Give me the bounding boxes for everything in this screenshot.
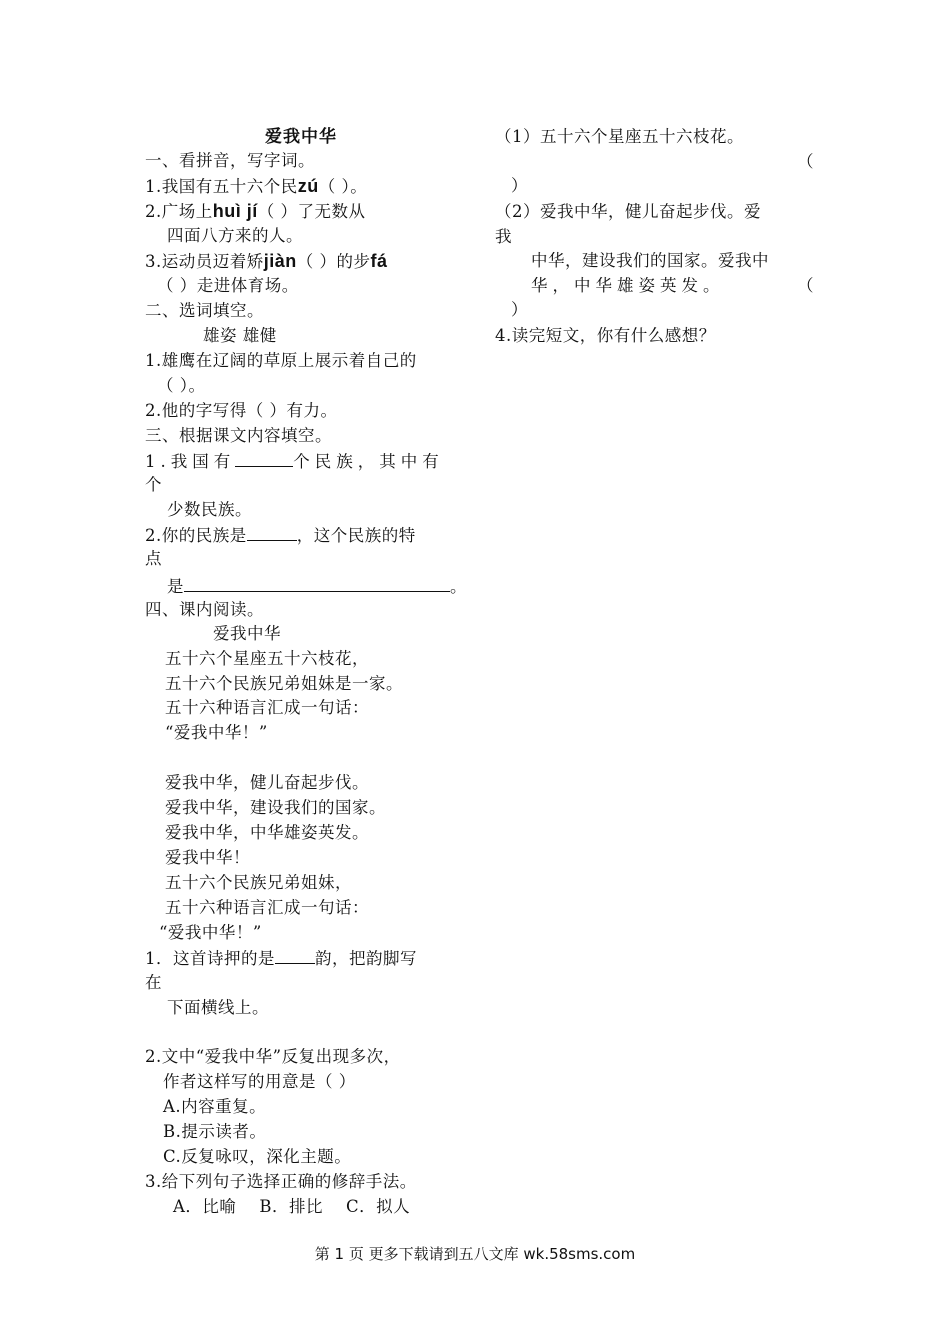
option-b: B.提示读者。	[163, 1122, 267, 1141]
answer-blank	[235, 450, 293, 467]
section-1-heading: 一、看拼音，写字词。	[145, 151, 315, 170]
choice-sentence-2-cont: 中华，建设我们的国家。爱我中	[531, 251, 769, 270]
poem-line: 爱我中华！	[165, 848, 250, 867]
reading-q1: 1．这首诗押的是 韵，把韵脚写	[145, 949, 417, 968]
question-1-2-cont: 四面八方来的人。	[167, 226, 303, 245]
poem-line: 五十六个民族兄弟姐妹，	[165, 873, 352, 892]
reading-q1-cont: 下面横线上。	[167, 998, 269, 1017]
question-1-3: 3.运动员迈着矫jiàn（ ）的步fá	[145, 251, 388, 271]
reading-q2: 2.文中“爱我中华”反复出现多次，	[145, 1047, 401, 1066]
choice-sentence-2-wrap: 我	[495, 227, 512, 246]
poem-title: 爱我中华	[213, 624, 281, 643]
answer-paren-close: ）	[511, 300, 528, 319]
answer-paren-open: （	[797, 276, 814, 295]
word-choices: 雄姿 雄健	[203, 326, 277, 345]
poem-line: 五十六种语言汇成一句话：	[165, 898, 369, 917]
question-1-3-cont: （ ）走进体育场。	[157, 276, 299, 295]
question-2-2: 2.他的字写得（ ）有力。	[145, 401, 338, 420]
poem-line: 爱我中华，中华雄姿英发。	[165, 823, 369, 842]
question-3-2-cont: 是 。	[167, 577, 467, 596]
question-2-1-cont: （ ）。	[157, 376, 206, 395]
choice-sentence-2-cont2: 华，中华雄姿英发。	[531, 276, 725, 295]
question-2-1: 1.雄鹰在辽阔的草原上展示着自己的	[145, 351, 417, 370]
question-3-1-wrap: 个	[145, 475, 162, 494]
section-3-heading: 三、根据课文内容填空。	[145, 426, 332, 445]
choice-sentence-2: （2）爱我中华，健儿奋起步伐。爱	[495, 202, 761, 221]
option-c: C.反复咏叹，深化主题。	[163, 1147, 352, 1166]
page-title: 爱我中华	[265, 127, 337, 147]
reading-q4: 4.读完短文，你有什么感想？	[495, 326, 716, 345]
answer-blank	[275, 947, 315, 964]
answer-blank	[247, 524, 297, 541]
question-1-1: 1.我国有五十六个民zú（ ）。	[145, 176, 368, 196]
poem-line: 爱我中华，建设我们的国家。	[165, 798, 386, 817]
poem-line: 爱我中华，健儿奋起步伐。	[165, 773, 369, 792]
reading-q1-wrap: 在	[145, 973, 162, 992]
question-3-1-cont: 少数民族。	[167, 500, 252, 519]
rhetoric-options: A．比喻 B．排比 C．拟人	[173, 1197, 411, 1216]
answer-paren-open: （	[797, 152, 814, 171]
poem-line: “爱我中华！”	[159, 923, 262, 942]
question-1-2: 2.广场上huì jí（ ）了无数从	[145, 201, 366, 221]
answer-paren-close: ）	[511, 176, 528, 195]
question-3-1: 1.我国有 个民族，其中有	[145, 452, 444, 471]
poem-line: 五十六种语言汇成一句话：	[165, 698, 369, 717]
section-2-heading: 二、选词填空。	[145, 301, 264, 320]
option-a: A.内容重复。	[163, 1097, 267, 1116]
choice-sentence-1: （1）五十六个星座五十六枝花。	[495, 127, 744, 146]
poem-line: 五十六个民族兄弟姐妹是一家。	[165, 674, 403, 693]
section-4-heading: 四、课内阅读。	[145, 600, 264, 619]
question-3-2-wrap: 点	[145, 549, 162, 568]
page-footer: 第 1 页 更多下载请到五八文库 wk.58sms.com	[314, 1245, 636, 1263]
reading-q3: 3.给下列句子选择正确的修辞手法。	[145, 1172, 417, 1191]
question-3-2: 2.你的民族是 ，这个民族的特	[145, 526, 416, 545]
answer-line	[184, 575, 450, 592]
poem-line: 五十六个星座五十六枝花，	[165, 649, 369, 668]
poem-line: “爱我中华！”	[165, 723, 268, 742]
reading-q2-cont: 作者这样写的用意是（ ）	[163, 1072, 356, 1091]
